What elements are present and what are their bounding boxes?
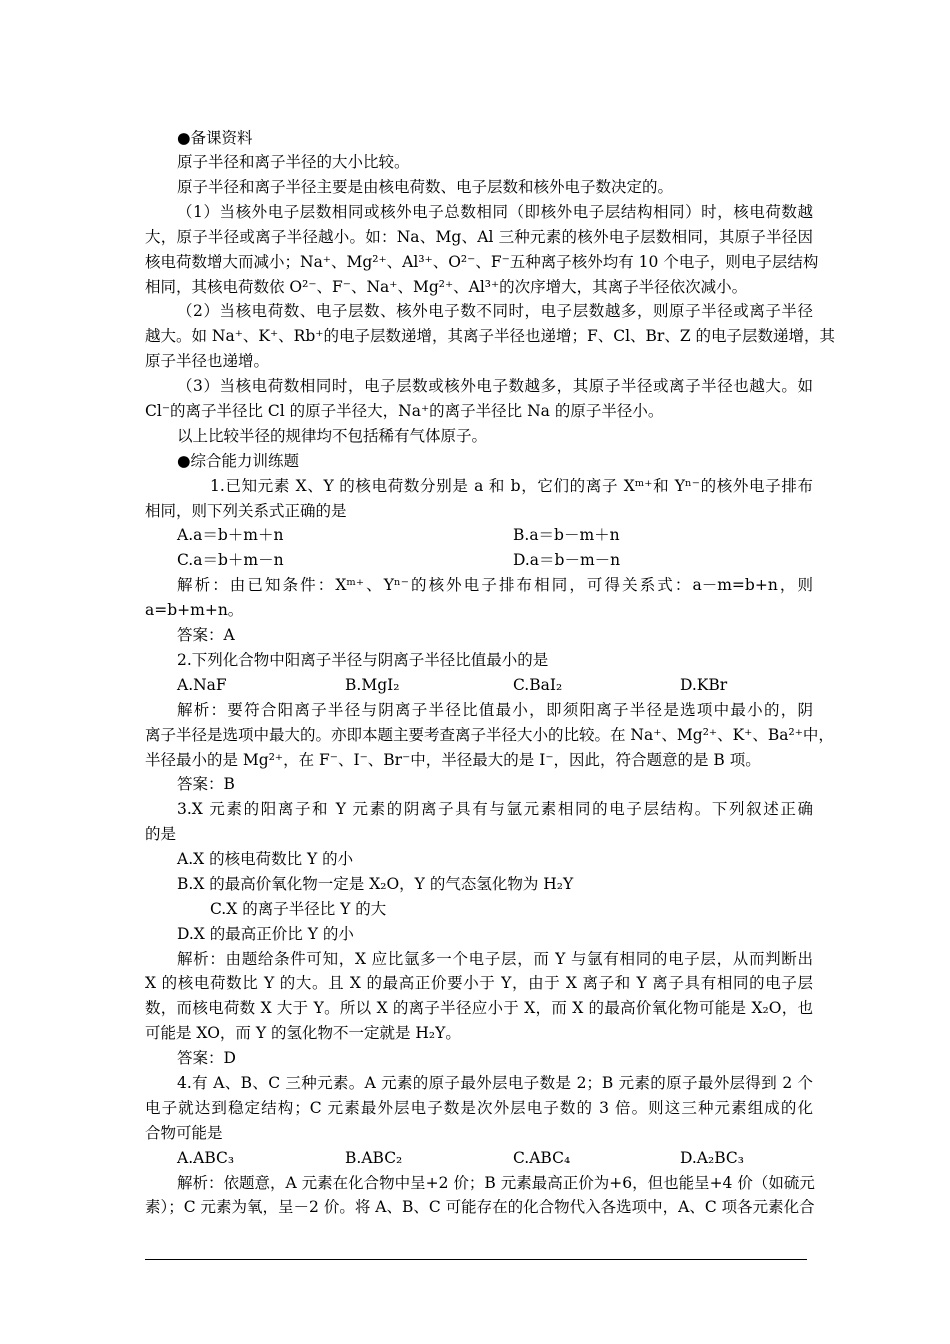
q2-option-d: D.KBr	[680, 676, 728, 694]
q2-option-a: A.NaF	[177, 676, 227, 694]
q3-stem: 3.X 元素的阳离子和 Y 元素的阴离子具有与氩元素相同的电子层结构。下列叙述正确	[177, 800, 813, 818]
q1-answer: 答案：A	[177, 626, 235, 644]
q1-explanation: 解析：由已知条件：Xᵐ⁺、Yⁿ⁻的核外电子排布相同，可得关系式：a－m=b+n，则	[177, 576, 813, 594]
rule2-line: （2）当核电荷数、电子层数、核外电子数不同时，电子层数越多，则原子半径或离子半径	[177, 302, 813, 320]
q4-explanation: 解析：依题意，A 元素在化合物中呈+2 价；B 元素最高正价为+6，但也能呈+4 价（如硫元	[177, 1174, 815, 1192]
section-heading-exercises: ●综合能力训练题	[177, 452, 300, 470]
rule3-line: （3）当核电荷数相同时，电子层数或核外电子数越多，其原子半径或离子半径也越大。如	[177, 377, 813, 395]
q3-stem: 的是	[145, 825, 177, 843]
q1-option-b: B.a＝b－m＋n	[513, 526, 620, 544]
rule1-line: 核电荷数增大而减小；Na⁺、Mg²⁺、Al³⁺、O²⁻、F⁻五种离子核外均有 10 个电子，则电子层结构	[145, 253, 819, 271]
rule2-line: 越大。如 Na⁺、K⁺、Rb⁺的电子层数递增，其离子半径也递增；F、Cl、Br、Z 的电子层数递增，其	[145, 327, 836, 345]
footer-rule	[145, 1259, 807, 1260]
rule1-line: （1）当核外电子层数相同或核外电子总数相同（即核外电子层结构相同）时，核电荷数越	[177, 203, 813, 221]
q1-explanation: a=b+m+n。	[145, 601, 244, 619]
q2-stem: 2.下列化合物中阳离子半径与阴离子半径比值最小的是	[177, 651, 549, 669]
q1-option-c: C.a＝b＋m－n	[177, 551, 284, 569]
q3-explanation: X 的核电荷数比 Y 的大。且 X 的最高正价要小于 Y，由于 X 离子和 Y 离子具有相同的电子层	[145, 974, 813, 992]
q3-explanation: 数，而核电荷数 X 大于 Y。所以 X 的离子半径应小于 X，而 X 的最高价氧化物可能是 X₂O，也	[145, 999, 813, 1017]
q1-stem: 相同，则下列关系式正确的是	[145, 502, 347, 520]
q3-answer: 答案：D	[177, 1049, 236, 1067]
rule1-line: 大，原子半径或离子半径越小。如：Na、Mg、Al 三种元素的核外电子层数相同，其原子半径因	[145, 228, 813, 246]
q1-option-a: A.a＝b＋m＋n	[177, 526, 284, 544]
intro-paragraph: 原子半径和离子半径主要是由核电荷数、电子层数和核外电子数决定的。	[177, 178, 674, 196]
q3-option-c: C.X 的离子半径比 Y 的大	[210, 900, 387, 918]
topic-title: 原子半径和离子半径的大小比较。	[177, 153, 410, 171]
q2-explanation: 半径最小的是 Mg²⁺，在 F⁻、I⁻、Br⁻中，半径最大的是 I⁻，因此，符合题意的是 B 项。	[145, 751, 761, 769]
rule-note: 以上比较半径的规律均不包括稀有气体原子。	[177, 427, 488, 445]
q4-stem: 4.有 A、B、C 三种元素。A 元素的原子最外层电子数是 2；B 元素的原子最外层得到 2 个	[177, 1074, 813, 1092]
q4-stem: 合物可能是	[145, 1124, 223, 1142]
rule2-line: 原子半径也递增。	[145, 352, 270, 370]
q2-explanation: 离子半径是选项中最大的。亦即本题主要考查离子半径大小的比较。在 Na⁺、Mg²⁺、K⁺、Ba²⁺中，	[145, 726, 834, 744]
q4-option-a: A.ABC₃	[177, 1149, 235, 1167]
q2-answer: 答案：B	[177, 775, 235, 793]
q3-explanation: 可能是 XO，而 Y 的氢化物不一定就是 H₂Y。	[145, 1024, 461, 1042]
q2-explanation: 解析：要符合阳离子半径与阴离子半径比值最小，即须阳离子半径是选项中最小的，阴	[177, 701, 813, 719]
q3-option-d: D.X 的最高正价比 Y 的小	[177, 925, 354, 943]
q4-explanation: 素）；C 元素为氧，呈－2 价。将 A、B、C 可能存在的化合物代入各选项中，A、C 项各元素化合	[145, 1198, 815, 1216]
rule1-line: 相同，其核电荷数依 O²⁻、F⁻、Na⁺、Mg²⁺、Al³⁺的次序增大，其离子半径依次减小。	[145, 278, 748, 296]
q3-option-a: A.X 的核电荷数比 Y 的小	[177, 850, 354, 868]
q3-option-b: B.X 的最高价氧化物一定是 X₂O，Y 的气态氢化物为 H₂Y	[177, 875, 574, 893]
section-heading-prep: ●备课资料	[177, 129, 253, 147]
q1-option-d: D.a＝b－m－n	[513, 551, 621, 569]
q4-stem: 电子就达到稳定结构；C 元素最外层电子数是次外层电子数的 3 倍。则这三种元素组成的化	[145, 1099, 813, 1117]
q2-option-c: C.BaI₂	[513, 676, 563, 694]
q1-stem: 1.已知元素 X、Y 的核电荷数分别是 a 和 b，它们的离子 Xᵐ⁺和 Yⁿ⁻的核外电子排布	[210, 477, 813, 495]
q2-option-b: B.MgI₂	[345, 676, 400, 694]
rule3-line: Cl⁻的离子半径比 Cl 的原子半径大，Na⁺的离子半径比 Na 的原子半径小。	[145, 402, 664, 420]
q4-option-c: C.ABC₄	[513, 1149, 571, 1167]
q4-option-b: B.ABC₂	[345, 1149, 403, 1167]
q4-option-d: D.A₂BC₃	[680, 1149, 744, 1167]
q3-explanation: 解析：由题给条件可知，X 应比氩多一个电子层，而 Y 与氩有相同的电子层，从而判断出	[177, 950, 813, 968]
